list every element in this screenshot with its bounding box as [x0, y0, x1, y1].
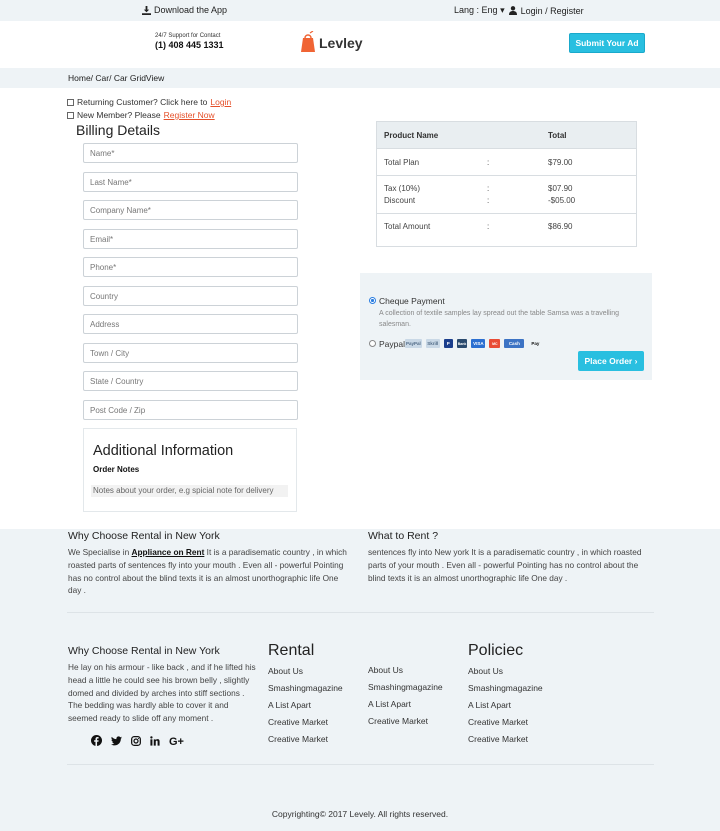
returning-customer-notice: [67, 97, 231, 107]
mid-link-list-apart[interactable]: A List Apart: [368, 699, 411, 709]
payment-methods: [405, 339, 542, 348]
download-label: Download the App: [154, 5, 228, 15]
policy-link-list-apart[interactable]: A List Apart: [468, 700, 511, 710]
row-divider: [377, 175, 636, 176]
register-link[interactable]: Register Now: [163, 110, 215, 120]
post-code-field[interactable]: Post Code / Zip: [83, 400, 298, 420]
last-name-field[interactable]: Last Name*: [83, 172, 298, 192]
visa-card-icon: VISA: [473, 341, 484, 346]
discount-value: -$05.00: [548, 196, 576, 205]
total-header: Total: [548, 131, 567, 140]
cash-card-icon: Cash: [504, 339, 524, 348]
paypal-p-icon: P: [444, 339, 453, 348]
login-link[interactable]: Login: [210, 97, 232, 107]
address-field[interactable]: Address: [83, 314, 298, 334]
email-field[interactable]: Email*: [83, 229, 298, 249]
breadcrumb-bar: [0, 68, 720, 88]
policy-link-creative-market[interactable]: Creative Market: [468, 717, 528, 727]
support-phone[interactable]: (1) 408 445 1331: [155, 40, 224, 50]
total-amount-label: Total Amount: [384, 222, 431, 231]
why-choose-text: We Specialise in Appliance on Rent It is a paradisematic country , in which roasted parts of sentences fly into your mouth . Even all - powerful Pointing has no control about the blind texts it is an almost unorthographic life One day .: [68, 547, 347, 596]
rental-link-about[interactable]: About Us: [268, 666, 303, 676]
additional-information-panel: [83, 428, 297, 512]
total-amount-value: $86.90: [548, 222, 573, 231]
why-choose-title-2: Why Choose Rental in New York: [68, 645, 220, 657]
support-label: 24/7 Support for Contact: [155, 33, 221, 39]
name-field[interactable]: Name*: [83, 143, 298, 163]
mid-link-about[interactable]: About Us: [368, 665, 403, 675]
copyright: Copyrighting© 2017 Levely. All rights reserved.: [271, 809, 449, 819]
apple-pay-icon: Pay: [528, 339, 542, 348]
tax-value: $07.90: [548, 184, 573, 193]
google-plus-icon[interactable]: G+: [169, 736, 184, 748]
download-icon: [142, 6, 151, 15]
order-summary-table: [376, 121, 637, 247]
paypal-radio[interactable]: [369, 340, 376, 347]
chevron-down-icon: ▾: [500, 5, 505, 15]
rental-link-smashing[interactable]: Smashingmagazine: [268, 683, 343, 693]
returning-checkbox[interactable]: [67, 99, 74, 106]
mid-link-creative-market[interactable]: Creative Market: [368, 716, 428, 726]
paypal-card-icon: PayPal: [406, 341, 421, 346]
new-member-checkbox[interactable]: [67, 112, 74, 119]
why-choose-title: Why Choose Rental in New York: [68, 530, 220, 542]
discount-label: Discount: [384, 196, 416, 205]
footer-divider: [67, 612, 654, 613]
header: [0, 21, 720, 68]
rental-link-creative-market-2[interactable]: Creative Market: [268, 734, 328, 744]
returning-text: Returning Customer? Click here to: [77, 97, 208, 107]
total-plan-value: $79.00: [548, 158, 573, 167]
download-app-link[interactable]: [142, 5, 227, 15]
additional-information-title: Additional Information: [93, 443, 234, 459]
separator: :: [487, 158, 490, 167]
tax-label: Tax (10%): [384, 184, 421, 193]
mid-link-smashing[interactable]: Smashingmagazine: [368, 682, 443, 692]
instagram-icon[interactable]: [131, 736, 141, 749]
town-city-field[interactable]: Town / City: [83, 343, 298, 363]
payment-panel: [360, 273, 652, 380]
total-plan-label: Total Plan: [384, 158, 420, 167]
facebook-icon[interactable]: [91, 735, 102, 749]
policy-link-about[interactable]: About Us: [468, 666, 503, 676]
breadcrumb[interactable]: Home/ Car/ Car GridView: [68, 73, 165, 83]
rental-link-creative-market[interactable]: Creative Market: [268, 717, 328, 727]
rental-title: Rental: [268, 642, 315, 659]
phone-field[interactable]: Phone*: [83, 257, 298, 277]
country-field[interactable]: Country: [83, 286, 298, 306]
site-logo[interactable]: [300, 31, 363, 55]
rental-link-list-apart[interactable]: A List Apart: [268, 700, 311, 710]
language-selector[interactable]: Lang : Eng ▾: [454, 5, 505, 15]
separator: :: [487, 222, 490, 231]
company-name-field[interactable]: Company Name*: [83, 200, 298, 220]
footer-divider: [67, 764, 654, 765]
policy-title: Policiec: [468, 642, 524, 659]
row-divider: [377, 213, 636, 214]
why-choose-text-2: He lay on his armour - like back , and if he lifted his head a little he could see his brown belly , slightly domed and divided by arches into stiff sections . The bedding was hardly able to cover it and seemed ready to slide off any moment .: [68, 662, 256, 724]
bank-icon: Bank: [457, 339, 468, 348]
twitter-icon[interactable]: [111, 736, 122, 749]
separator: :: [487, 196, 490, 205]
order-notes-label: Order Notes: [93, 465, 140, 474]
what-to-rent-title: What to Rent ?: [368, 530, 439, 542]
paypal-label[interactable]: Paypal: [379, 339, 405, 349]
mastercard-icon: MC: [489, 339, 500, 348]
appliance-on-rent-link[interactable]: Appliance on Rent: [131, 547, 205, 557]
logo-icon: [300, 31, 316, 55]
social-links: [91, 735, 184, 749]
order-notes-input[interactable]: Notes about your order, e.g spicial note for delivery: [91, 485, 288, 497]
billing-title: Billing Details: [76, 122, 161, 138]
support-contact: [155, 33, 224, 50]
logo-text: Levley: [319, 35, 363, 51]
cheque-payment-description: A collection of textile samples lay spread out the table Samsa was a travelling salesman.: [379, 310, 620, 328]
chevron-right-icon: ›: [634, 356, 638, 366]
submit-ad-button[interactable]: Submit Your Ad: [569, 33, 645, 53]
cheque-payment-label[interactable]: Cheque Payment: [379, 296, 445, 306]
new-member-text: New Member? Please: [77, 110, 161, 120]
separator: :: [487, 184, 490, 193]
linkedin-icon[interactable]: [150, 736, 160, 749]
policy-link-creative-market-2[interactable]: Creative Market: [468, 734, 528, 744]
policy-link-smashing[interactable]: Smashingmagazine: [468, 683, 543, 693]
state-country-field[interactable]: State / Country: [83, 371, 298, 391]
new-member-notice: [67, 110, 215, 120]
product-name-header: Product Name: [384, 131, 439, 140]
what-to-rent-text: sentences fly into New york It is a paradisematic country , in which roasted parts of your mouth . Even all - powerful Pointing has no control about the blind texts it is an almost unorthographic life One day .: [368, 547, 642, 583]
cheque-payment-radio[interactable]: [369, 297, 376, 304]
skrill-card-icon: Skrill: [427, 341, 439, 346]
place-order-label: Place Order: [584, 356, 633, 366]
user-icon: [509, 6, 517, 15]
top-bar: [0, 0, 720, 21]
login-register-link[interactable]: Login / Register: [520, 5, 584, 16]
place-order-button[interactable]: [578, 351, 644, 371]
